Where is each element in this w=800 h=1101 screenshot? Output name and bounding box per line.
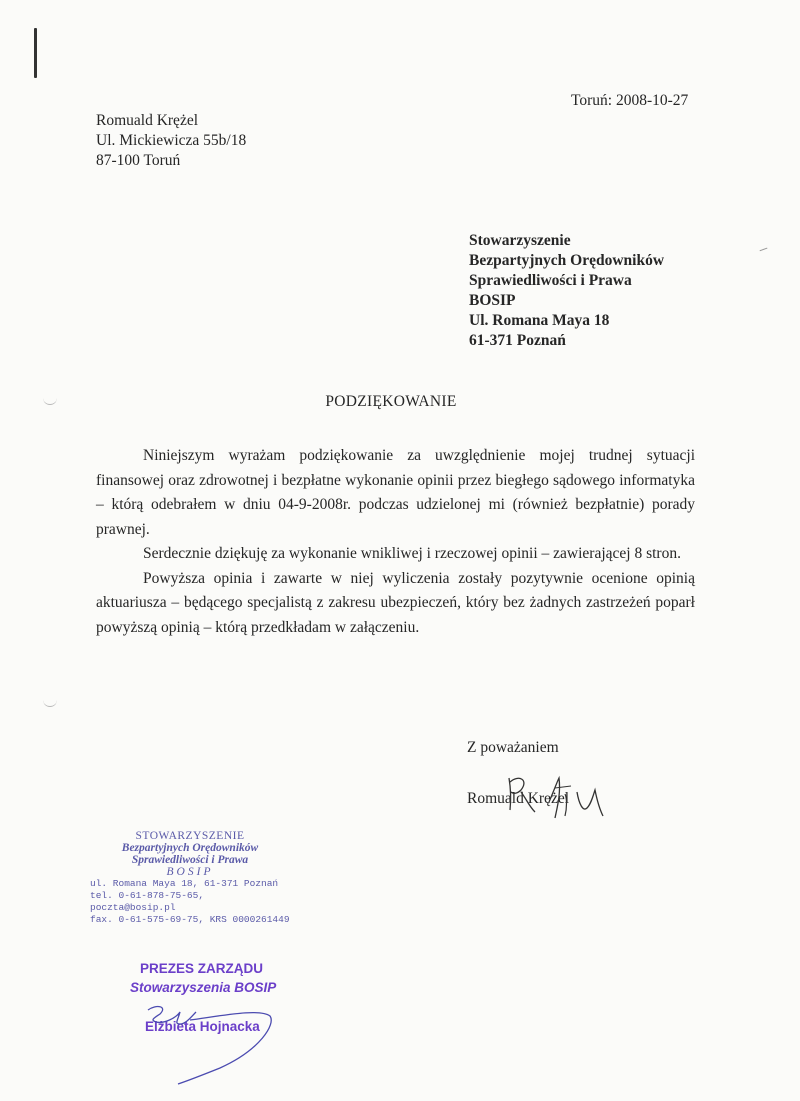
organization-stamp: [90, 830, 290, 926]
scan-mark: [759, 245, 768, 251]
sender-city: 87-100 Toruń: [96, 152, 181, 169]
signature-name: Romuald Krężel: [467, 790, 570, 807]
recipient-line: Ul. Romana Maya 18: [469, 312, 610, 329]
stamp-line: STOWARZYSZENIE: [135, 830, 245, 842]
letter-date: Toruń: 2008-10-27: [571, 92, 689, 109]
recipient-line: Sprawiedliwości i Prawa: [469, 272, 632, 289]
president-stamp-org: Stowarzyszenia BOSIP: [130, 980, 277, 995]
punch-mark: [34, 28, 37, 78]
stamp-line: fax. 0-61-575-69-75, KRS 0000261449: [90, 914, 290, 925]
handwritten-signature: [505, 768, 625, 828]
body-paragraph: Niniejszym wyrażam podziękowanie za uwzględnienie mojej trudnej sytuacji finansowej oraz zdrowotnej i bezpłatne wykonanie opinii przez biegłego sądowego informatyka – którą odebrałem w dniu 04-9-2008r. podczas udzielonej mi (również bezpłatnie) porady prawnej.: [96, 447, 695, 538]
letter-title: PODZIĘKOWANIE: [325, 393, 457, 410]
recipient-line: BOSIP: [469, 292, 516, 309]
letter-body: [96, 444, 695, 640]
recipient-address: [469, 231, 664, 351]
president-stamp-name: Elżbieta Hojnacka: [145, 1019, 260, 1034]
recipient-line: Bezpartyjnych Orędowników: [469, 252, 665, 269]
body-paragraph: Powyższa opinia i zawarte w niej wyliczenia zostały pozytywnie ocenione opinią aktuariusza – będącego specjalistą z zakresu ubezpieczeń, który bez żadnych zastrzeżeń poparł powyższą opinią – którą przedkładam w załączeniu.: [96, 569, 695, 636]
sender-street: Ul. Mickiewicza 55b/18: [96, 132, 247, 149]
stamp-line: BOSIP: [166, 866, 214, 878]
closing-phrase: Z poważaniem: [467, 739, 559, 756]
president-signature: [120, 990, 280, 1090]
president-stamp-title: PREZES ZARZĄDU: [140, 961, 264, 976]
stamp-line: Sprawiedliwości i Prawa: [131, 854, 249, 866]
recipient-line: Stowarzyszenie: [469, 232, 571, 249]
sender-name: Romuald Krężel: [96, 112, 199, 129]
body-paragraph: Serdecznie dziękuję za wykonanie wnikliwej i rzeczowej opinii – zawierającej 8 stron.: [143, 545, 681, 562]
sender-address: [96, 111, 246, 171]
stamp-line: Bezpartyjnych Orędowników: [121, 842, 259, 854]
stamp-line: ul. Romana Maya 18, 61-371 Poznań: [90, 878, 279, 889]
recipient-line: 61-371 Poznań: [469, 332, 566, 349]
punch-hole-mark: [43, 700, 57, 707]
stamp-line: tel. 0-61-878-75-65, poczta@bosip.pl: [90, 890, 205, 913]
